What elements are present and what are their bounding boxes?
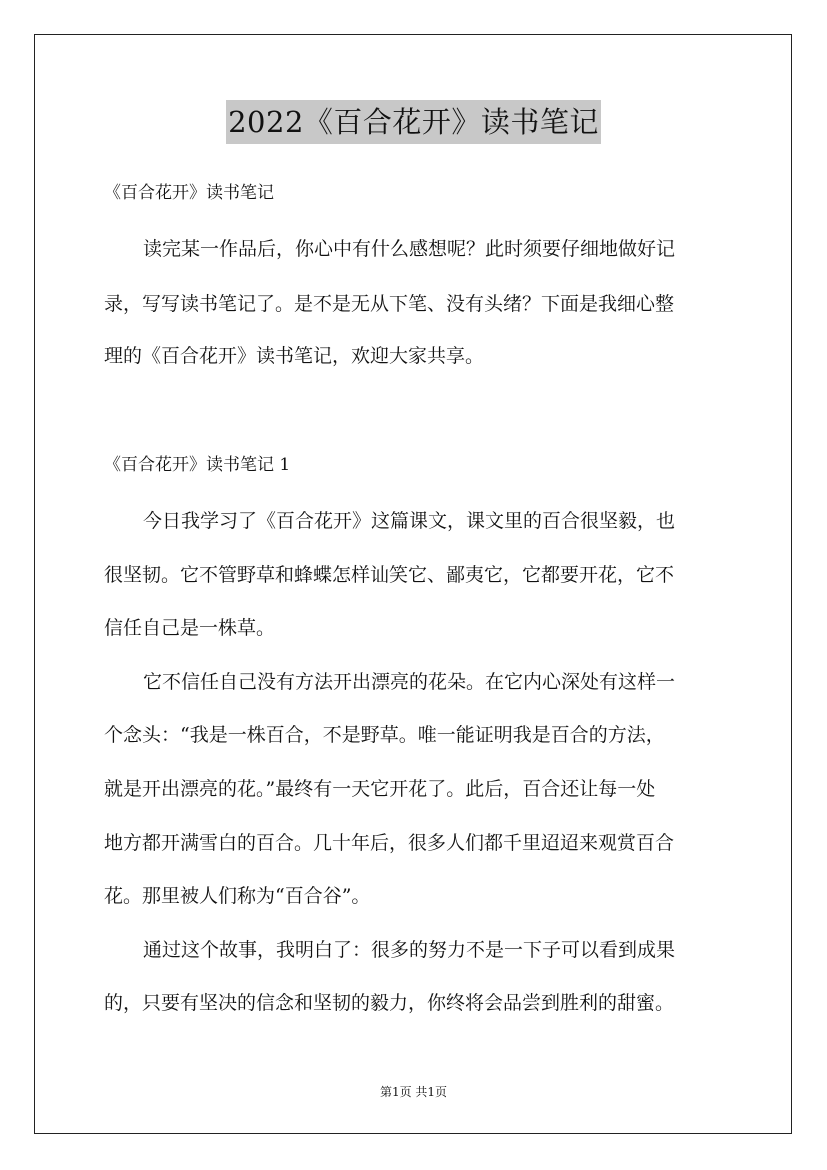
title-container [0, 100, 827, 144]
paragraph-line: 信任自己是一株草。 [104, 617, 276, 639]
intro-heading: 《百合花开》读书笔记 [104, 183, 274, 203]
paragraph-line: 花。那里被人们称为“百合谷”。 [104, 885, 371, 907]
paragraph-line: 就是开出漂亮的花。”最终有一天它开花了。此后，百合还让每一处 [104, 778, 656, 800]
paragraph-line: 理的《百合花开》读书笔记，欢迎大家共享。 [104, 345, 485, 367]
paragraph-line: 很坚韧。它不管野草和蜂蝶怎样讪笑它、鄙夷它，它都要开花，它不 [104, 564, 675, 586]
paragraph-line: 的，只要有坚决的信念和坚韧的毅力，你终将会品尝到胜利的甜蜜。 [104, 992, 675, 1014]
paragraph-line: 通过这个故事，我明白了：很多的努力不是一下子可以看到成果 [143, 939, 676, 961]
page-number-footer: 第1页 共1页 [379, 1085, 448, 1099]
document-title: 2022《百合花开》读书笔记 [226, 100, 601, 144]
paragraph-line: 录，写写读书笔记了。是不是无从下笔、没有头绪？下面是我细心整 [104, 293, 675, 315]
paragraph-line: 个念头：“我是一株百合，不是野草。唯一能证明我是百合的方法， [104, 724, 665, 746]
paragraph-line: 读完某一作品后，你心中有什么感想呢？此时须要仔细地做好记 [143, 238, 676, 260]
note-heading: 《百合花开》读书笔记 1 [104, 455, 291, 475]
paragraph-line: 地方都开满雪白的百合。几十年后，很多人们都千里迢迢来观赏百合 [104, 832, 675, 854]
paragraph-line: 它不信任自己没有方法开出漂亮的花朵。在它内心深处有这样一 [143, 671, 676, 693]
paragraph-line: 今日我学习了《百合花开》这篇课文，课文里的百合很坚毅，也 [143, 510, 676, 532]
